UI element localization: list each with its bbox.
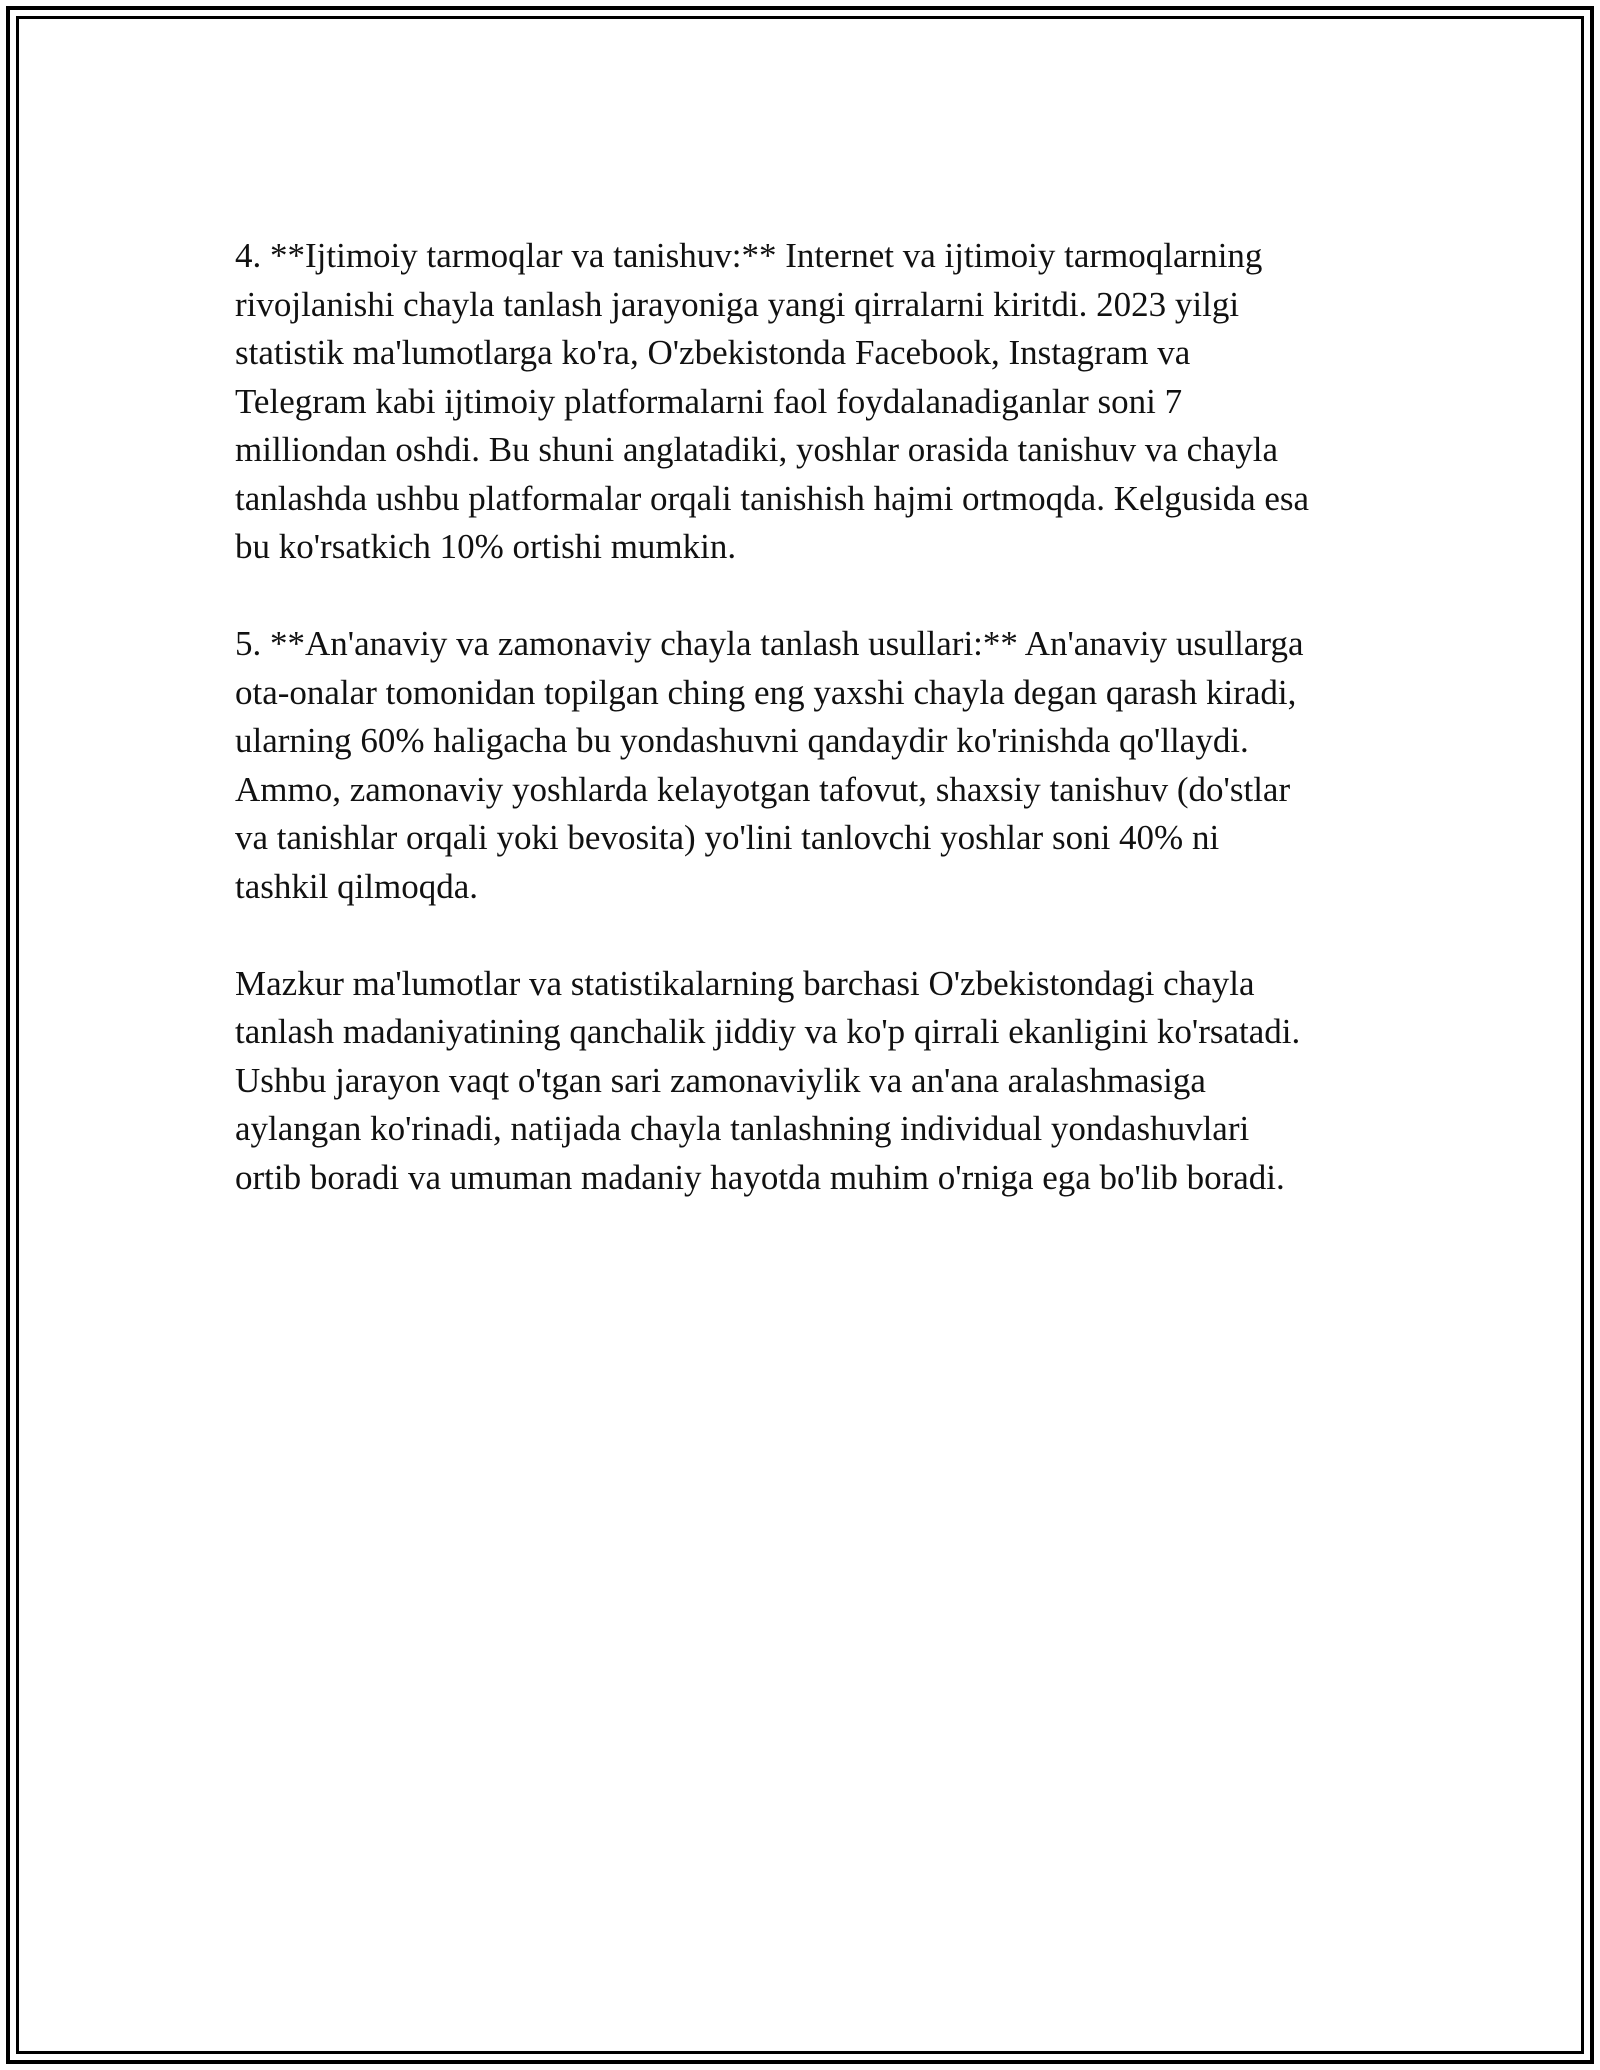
text-line: Ushbu jarayon vaqt o'tgan sari zamonaviylik va an'ana aralashmasiga (235, 1060, 1206, 1100)
text-line: tashkil qilmoqda. (235, 866, 479, 906)
paragraph-social-networks (235, 232, 1385, 572)
text-line: Mazkur ma'lumotlar va statistikalarning barchasi O'zbekistondagi chayla (235, 963, 1255, 1003)
text-line: rivojlanishi chayla tanlash jarayoniga yangi qirralarni kiritdi. 2023 yilgi (235, 284, 1240, 324)
text-line: va tanishlar orqali yoki bevosita) yo'lini tanlovchi yoshlar soni 40% ni (235, 818, 1220, 857)
text-line: statistik ma'lumotlarga ko'ra, O'zbekistonda Facebook, Instagram va (235, 333, 1191, 372)
text-line: Ammo, zamonaviy yoshlarda kelayotgan tafovut, shaxsiy tanishuv (do'stlar (235, 769, 1291, 809)
text-line: aylangan ko'rinadi, natijada chayla tanlashning individual yondashuvlari (235, 1109, 1250, 1148)
text-line: 5. **An'anaviy va zamonaviy chayla tanlash usullari:** An'anaviy usullarga (235, 624, 1304, 663)
text-line: 4. **Ijtimoiy tarmoqlar va tanishuv:** Internet va ijtimoiy tarmoqlarning (235, 236, 1263, 275)
text-line: Telegram kabi ijtimoiy platformalarni faol foydalanadiganlar soni 7 (235, 381, 1183, 421)
document-body (235, 232, 1385, 1251)
text-line: ota-onalar tomonidan topilgan ching eng yaxshi chayla degan qarash kiradi, (235, 672, 1297, 712)
text-line: ularning 60% haligacha bu yondashuvni qandaydir ko'rinishda qo'llaydi. (235, 721, 1249, 760)
text-line: tanlashda ushbu platformalar orqali tanishish hajmi ortmoqda. Kelgusida esa (235, 478, 1310, 518)
text-line: milliondan oshdi. Bu shuni anglatadiki, yoshlar orasida tanishuv va chayla (235, 430, 1279, 469)
text-line: ortib boradi va umuman madaniy hayotda muhim o'rniga ega bo'lib boradi. (235, 1157, 1285, 1197)
paragraph-selection-methods (235, 620, 1385, 911)
text-line: tanlash madaniyatining qanchalik jiddiy va ko'p qirrali ekanligini ko'rsatadi. (235, 1012, 1301, 1051)
paragraph-conclusion (235, 960, 1385, 1203)
text-line: bu ko'rsatkich 10% ortishi mumkin. (235, 527, 737, 566)
